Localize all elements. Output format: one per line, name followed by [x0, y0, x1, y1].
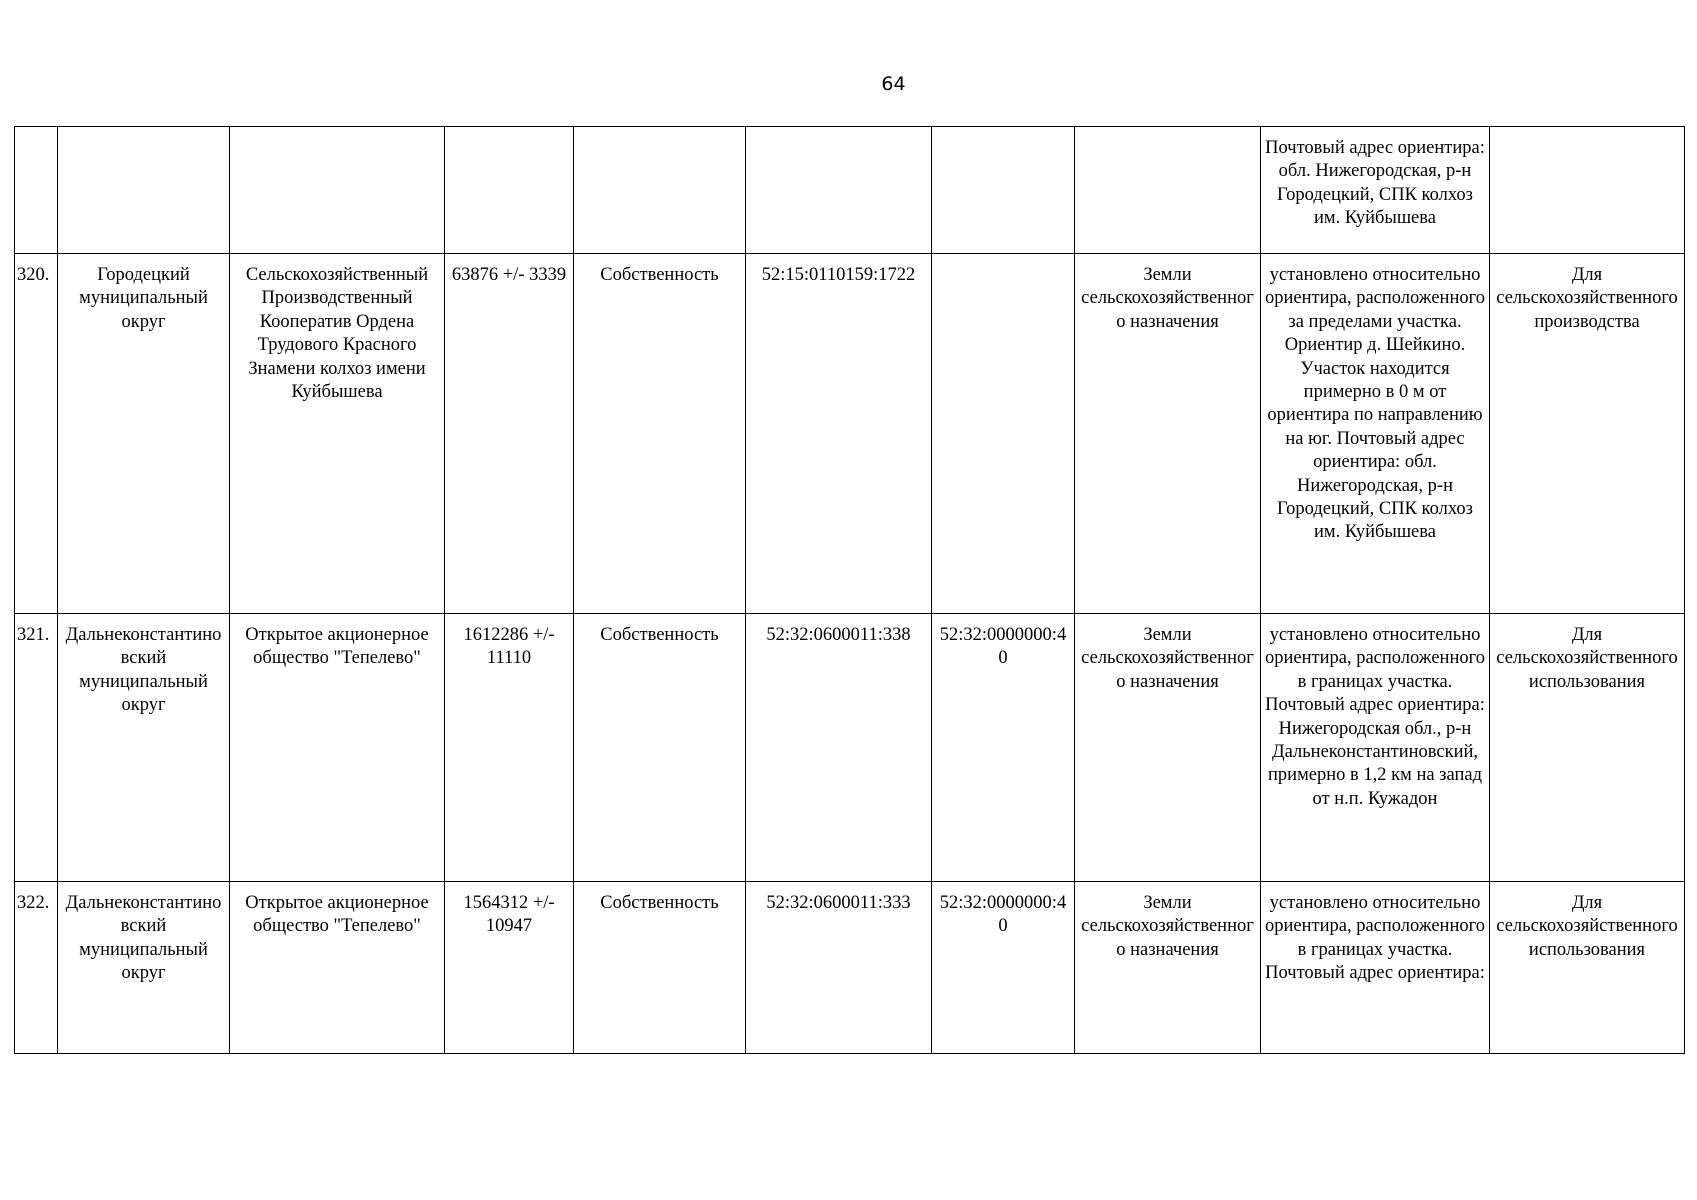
row-number: 322. — [15, 882, 58, 1054]
owner-cell — [230, 127, 445, 254]
land-category-cell: Земли сельскохозяйственного назначения — [1075, 254, 1261, 614]
cadastral-number-cell — [746, 127, 932, 254]
district-cell: Городецкий муниципальный округ — [58, 254, 230, 614]
table-row — [15, 614, 1685, 882]
parent-cadastral-cell — [932, 254, 1075, 614]
cadastral-number-cell: 52:32:0600011:333 — [746, 882, 932, 1054]
cadastral-number-cell: 52:32:0600011:338 — [746, 614, 932, 882]
permitted-use-cell: Для сельскохозяйственного использования — [1490, 614, 1685, 882]
district-cell: Дальнеконстантиновский муниципальный округ — [58, 614, 230, 882]
location-cell: установлено относительно ориентира, расположенного в границах участка. Почтовый адрес ориентира: — [1261, 882, 1490, 1054]
location-cell: Почтовый адрес ориентира: обл. Нижегородская, р-н Городецкий, СПК колхоз им. Куйбышева — [1261, 127, 1490, 254]
land-category-cell — [1075, 127, 1261, 254]
area-cell — [445, 127, 574, 254]
location-cell: установлено относительно ориентира, расположенного в границах участка. Почтовый адрес ориентира: Нижегородская обл., р-н Дальнеконстантиновский, примерно в 1,2 км на запад от н.п. Кужадон — [1261, 614, 1490, 882]
row-number: 320. — [15, 254, 58, 614]
owner-cell: Открытое акционерное общество "Тепелево" — [230, 614, 445, 882]
table-row — [15, 254, 1685, 614]
permitted-use-cell — [1490, 127, 1685, 254]
row-number — [15, 127, 58, 254]
parent-cadastral-cell: 52:32:0000000:40 — [932, 614, 1075, 882]
parent-cadastral-cell: 52:32:0000000:40 — [932, 882, 1075, 1054]
permitted-use-cell: Для сельскохозяйственного использования — [1490, 882, 1685, 1054]
parent-cadastral-cell — [932, 127, 1075, 254]
row-number: 321. — [15, 614, 58, 882]
area-cell: 63876 +/- 3339 — [445, 254, 574, 614]
land-category-cell: Земли сельскохозяйственного назначения — [1075, 882, 1261, 1054]
district-cell — [58, 127, 230, 254]
right-type-cell: Собственность — [574, 882, 746, 1054]
table-row — [15, 882, 1685, 1054]
land-registry-table — [14, 126, 1685, 1054]
district-cell: Дальнеконстантиновский муниципальный округ — [58, 882, 230, 1054]
owner-cell: Открытое акционерное общество "Тепелево" — [230, 882, 445, 1054]
right-type-cell: Собственность — [574, 254, 746, 614]
right-type-cell: Собственность — [574, 614, 746, 882]
right-type-cell — [574, 127, 746, 254]
table-row — [15, 127, 1685, 254]
land-category-cell: Земли сельскохозяйственного назначения — [1075, 614, 1261, 882]
area-cell: 1612286 +/- 11110 — [445, 614, 574, 882]
owner-cell: Сельскохозяйственный Производственный Кооператив Ордена Трудового Красного Знамени колхоз имени Куйбышева — [230, 254, 445, 614]
location-cell: установлено относительно ориентира, расположенного за пределами участка. Ориентир д. Шейкино. Участок находится примерно в 0 м от ориентира по направлению на юг. Почтовый адрес ориентира: обл. Нижегородская, р-н Городецкий, СПК колхоз им. Куйбышева — [1261, 254, 1490, 614]
permitted-use-cell: Для сельскохозяйственного производства — [1490, 254, 1685, 614]
area-cell: 1564312 +/- 10947 — [445, 882, 574, 1054]
cadastral-number-cell: 52:15:0110159:1722 — [746, 254, 932, 614]
page-number: 64 — [881, 73, 906, 95]
